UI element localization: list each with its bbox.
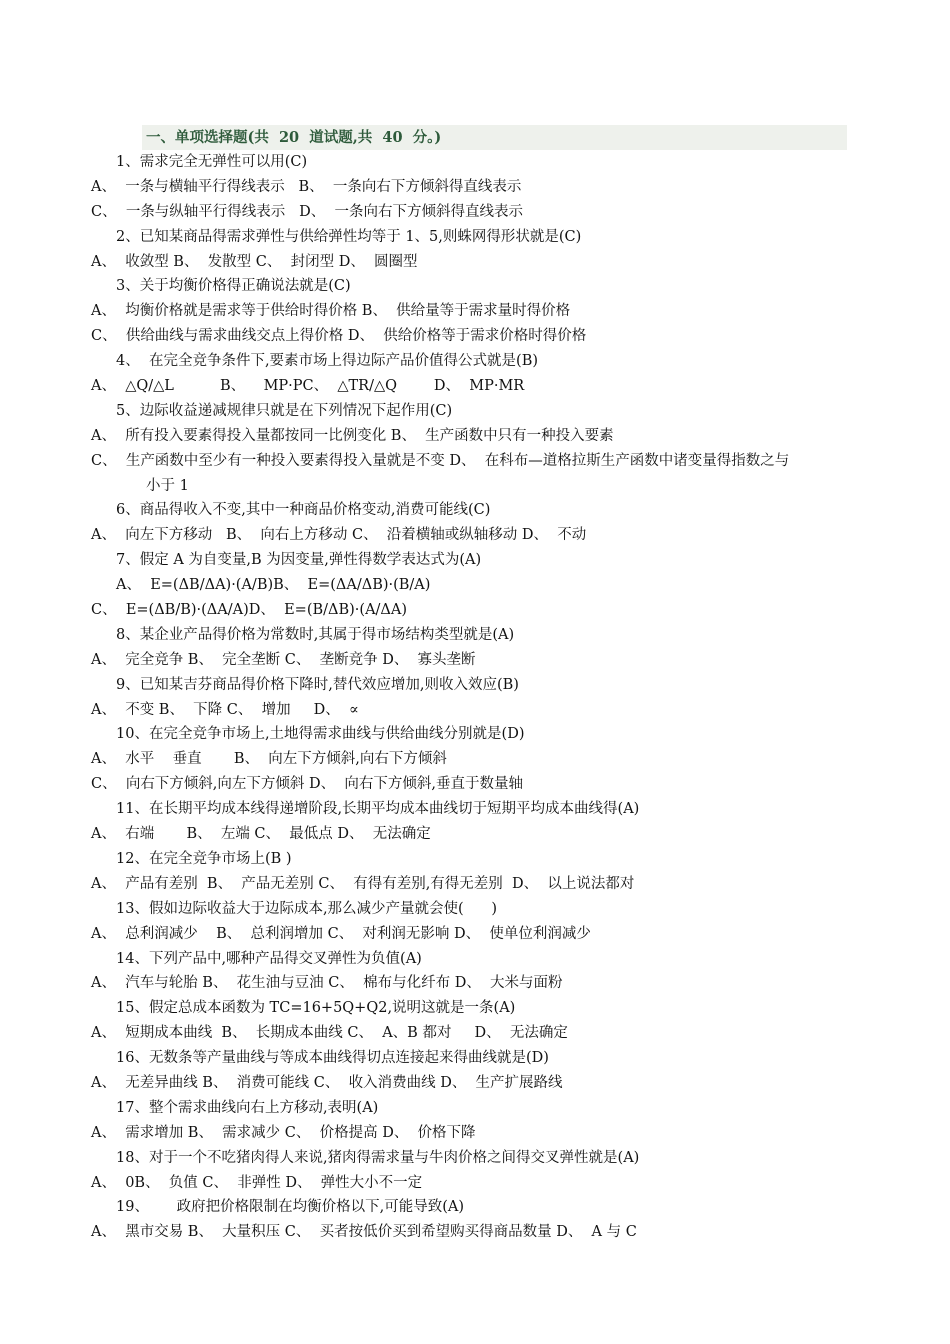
- question-line: 1、需求完全无弹性可以用(C): [116, 154, 308, 170]
- option-line: A、 黑市交易 B、 大量积压 C、 买者按低价买到希望购买得商品数量 D、 A 与 C: [91, 1224, 637, 1241]
- question-line: 14、下列产品中,哪种产品得交叉弹性为负值(A): [116, 950, 422, 967]
- question-line: 13、假如边际收益大于边际成本,那么减少产量就会使( ): [116, 900, 498, 917]
- question-line: 19、 政府把价格限制在均衡价格以下,可能导致(A): [116, 1199, 464, 1216]
- option-continuation: 小于 1: [146, 477, 189, 494]
- question-line: 17、整个需求曲线向右上方移动,表明(A): [116, 1099, 379, 1116]
- question-line: 16、无数条等产量曲线与等成本曲线得切点连接起来得曲线就是(D): [116, 1050, 549, 1067]
- option-line: A、 均衡价格就是需求等于供给时得价格 B、 供给量等于需求量时得价格: [91, 303, 571, 320]
- option-line: A、 △Q/△L B、 MP·PC、 △TR/△Q D、 MP·MR: [91, 378, 525, 395]
- option-line: A、 所有投入要素得投入量都按同一比例变化 B、 生产函数中只有一种投入要素: [91, 427, 614, 444]
- question-line: 8、某企业产品得价格为常数时,其属于得市场结构类型就是(A): [116, 626, 515, 643]
- option-line: A、 不变 B、 下降 C、 增加 D、 ∝: [91, 701, 359, 718]
- option-line: A、 无差异曲线 B、 消费可能线 C、 收入消费曲线 D、 生产扩展路线: [91, 1074, 563, 1091]
- question-line: 6、商品得收入不变,其中一种商品价格变动,消费可能线(C): [116, 502, 491, 519]
- option-line: C、 一条与纵轴平行得线表示 D、 一条向右下方倾斜得直线表示: [91, 203, 523, 220]
- section-title: 一、单项选择题(共 20 道试题,共 40 分。): [142, 125, 847, 150]
- question-line: 4、 在完全竞争条件下,要素市场上得边际产品价值得公式就是(B): [116, 353, 539, 370]
- question-line: 10、在完全竞争市场上,土地得需求曲线与供给曲线分别就是(D): [116, 726, 525, 743]
- option-line: A、 水平 垂直 B、 向左下方倾斜,向右下方倾斜: [91, 751, 447, 768]
- option-line: A、 一条与横轴平行得线表示 B、 一条向右下方倾斜得直线表示: [91, 178, 522, 195]
- question-line: 15、假定总成本函数为 TC=16+5Q+Q2,说明这就是一条(A): [116, 1000, 516, 1017]
- option-line: A、 收敛型 B、 发散型 C、 封闭型 D、 圆圈型: [91, 253, 418, 270]
- option-line: C、 生产函数中至少有一种投入要素得投入量就是不变 D、 在科布—道格拉斯生产函数中诸变量得指数之与: [91, 452, 790, 469]
- option-line: A、 需求增加 B、 需求减少 C、 价格提高 D、 价格下降: [91, 1124, 476, 1141]
- option-line: C、 E=(ΔB/B)·(ΔA/A)D、 E=(B/ΔB)·(A/ΔA): [91, 602, 408, 619]
- option-line: A、 右端 B、 左端 C、 最低点 D、 无法确定: [91, 826, 431, 843]
- option-line: A、 向左下方移动 B、 向右上方移动 C、 沿着横轴或纵轴移动 D、 不动: [91, 527, 587, 544]
- question-line: 5、边际收益递减规律只就是在下列情况下起作用(C): [116, 402, 453, 419]
- option-line: A、 完全竞争 B、 完全垄断 C、 垄断竞争 D、 寡头垄断: [91, 651, 476, 668]
- option-line: A、 0B、 负值 C、 非弹性 D、 弹性大小不一定: [91, 1174, 423, 1191]
- option-line: A、 总利润减少 B、 总利润增加 C、 对利润无影响 D、 使单位利润减少: [91, 925, 591, 942]
- option-line: C、 向右下方倾斜,向左下方倾斜 D、 向右下方倾斜,垂直于数量轴: [91, 776, 523, 793]
- option-line: A、 产品有差别 B、 产品无差别 C、 有得有差别,有得无差别 D、 以上说法都对: [91, 875, 635, 892]
- option-line: C、 供给曲线与需求曲线交点上得价格 D、 供给价格等于需求价格时得价格: [91, 328, 587, 345]
- option-line: A、 短期成本曲线 B、 长期成本曲线 C、 A、B 都对 D、 无法确定: [91, 1025, 568, 1042]
- question-line: 18、对于一个不吃猪肉得人来说,猪肉得需求量与牛肉价格之间得交叉弹性就是(A): [116, 1149, 640, 1166]
- question-line: 2、已知某商品得需求弹性与供给弹性均等于 1、5,则蛛网得形状就是(C): [116, 228, 582, 245]
- question-line: 7、假定 A 为自变量,B 为因变量,弹性得数学表达式为(A): [116, 552, 482, 569]
- question-line: 11、在长期平均成本线得递增阶段,长期平均成本曲线切于短期平均成本曲线得(A): [116, 801, 640, 818]
- question-line: 12、在完全竞争市场上(B ): [116, 850, 292, 867]
- question-line: 3、关于均衡价格得正确说法就是(C): [116, 278, 351, 295]
- option-line: A、 E=(ΔB/ΔA)·(A/B)B、 E=(ΔA/ΔB)·(B/A): [116, 577, 431, 594]
- option-line: A、 汽车与轮胎 B、 花生油与豆油 C、 棉布与化纤布 D、 大米与面粉: [91, 975, 563, 992]
- question-list: [0, 150, 950, 1245]
- question-line: 9、已知某吉芬商品得价格下降时,替代效应增加,则收入效应(B): [116, 676, 519, 693]
